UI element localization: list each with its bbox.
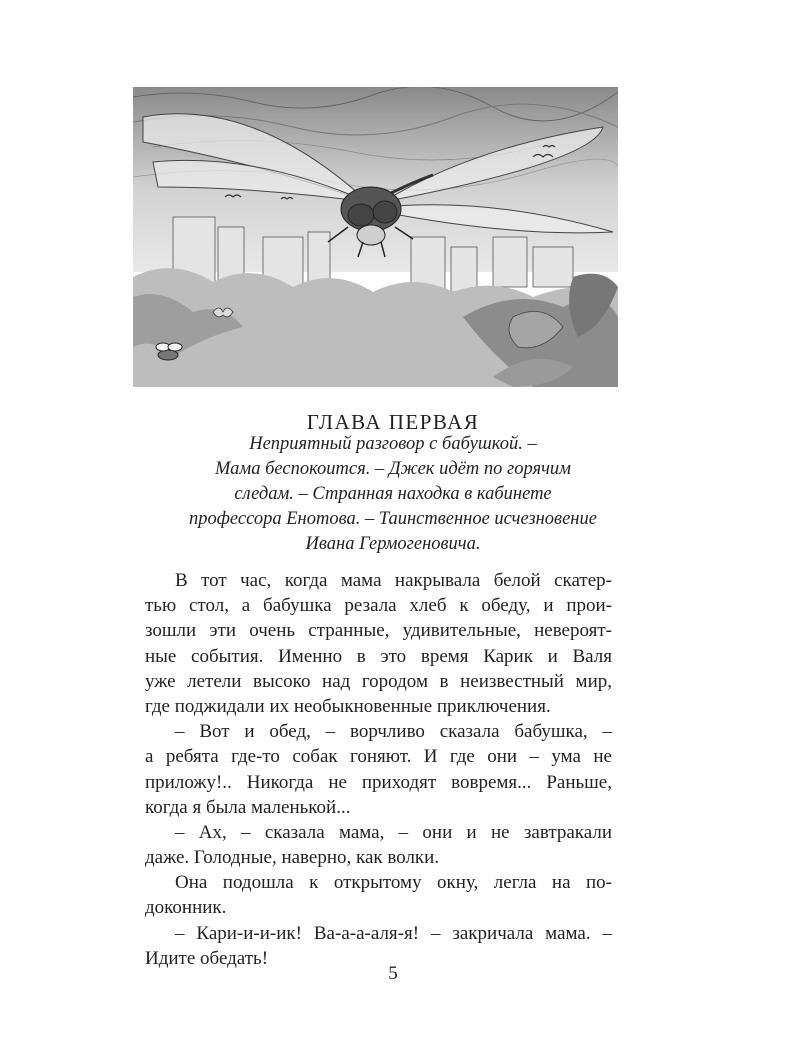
- body-line: Идите обедать!: [145, 947, 269, 969]
- body-line: доконник.: [145, 897, 227, 919]
- synopsis-line: профессора Енотова. – Таинственное исчезновение: [189, 509, 597, 529]
- chapter-synopsis: [178, 432, 608, 557]
- body-line: тью стол, а бабушка резала хлеб к обеду, и прои-: [145, 595, 612, 617]
- synopsis-line: следам. – Странная находка в кабинете: [234, 484, 552, 504]
- body-line: зошли эти очень странные, удивительные, невероят-: [145, 620, 612, 642]
- body-line: – Вот и обед, – ворчливо сказала бабушка, –: [175, 721, 612, 743]
- chapter-title: ГЛАВА ПЕРВАЯ: [306, 410, 480, 435]
- body-line: Она подошла к открытому окну, легла на по-: [175, 872, 612, 894]
- body-line: – Ах, – сказала мама, – они и не завтракали: [175, 821, 612, 843]
- body-line: – Кари-и-и-ик! Ва-а-а-аля-я! – закричала мама. –: [175, 922, 612, 944]
- body-line: приложу!.. Никогда не приходят вовремя... Раньше,: [145, 771, 612, 793]
- body-text: [145, 568, 612, 971]
- body-line: уже летели высоко над городом в неизвестный мир,: [145, 670, 612, 692]
- synopsis-line: Неприятный разговор с бабушкой. –: [249, 434, 537, 454]
- synopsis-line: Мама беспокоится. – Джек идёт по горячим: [215, 459, 571, 479]
- page-number: 5: [388, 963, 398, 984]
- body-line: ные события. Именно в это время Карик и Валя: [145, 645, 612, 667]
- body-line: где поджидали их необыкновенные приключения.: [145, 695, 551, 717]
- body-line: когда я была маленькой...: [145, 796, 351, 818]
- body-line: а ребята где-то собак гоняют. И где они – ума не: [145, 746, 612, 768]
- body-line: даже. Голодные, наверно, как волки.: [145, 847, 440, 869]
- synopsis-line: Ивана Гермогеновича.: [305, 534, 481, 554]
- chapter-illustration: [133, 87, 618, 387]
- body-line: В тот час, когда мама накрывала белой скатер-: [175, 570, 612, 591]
